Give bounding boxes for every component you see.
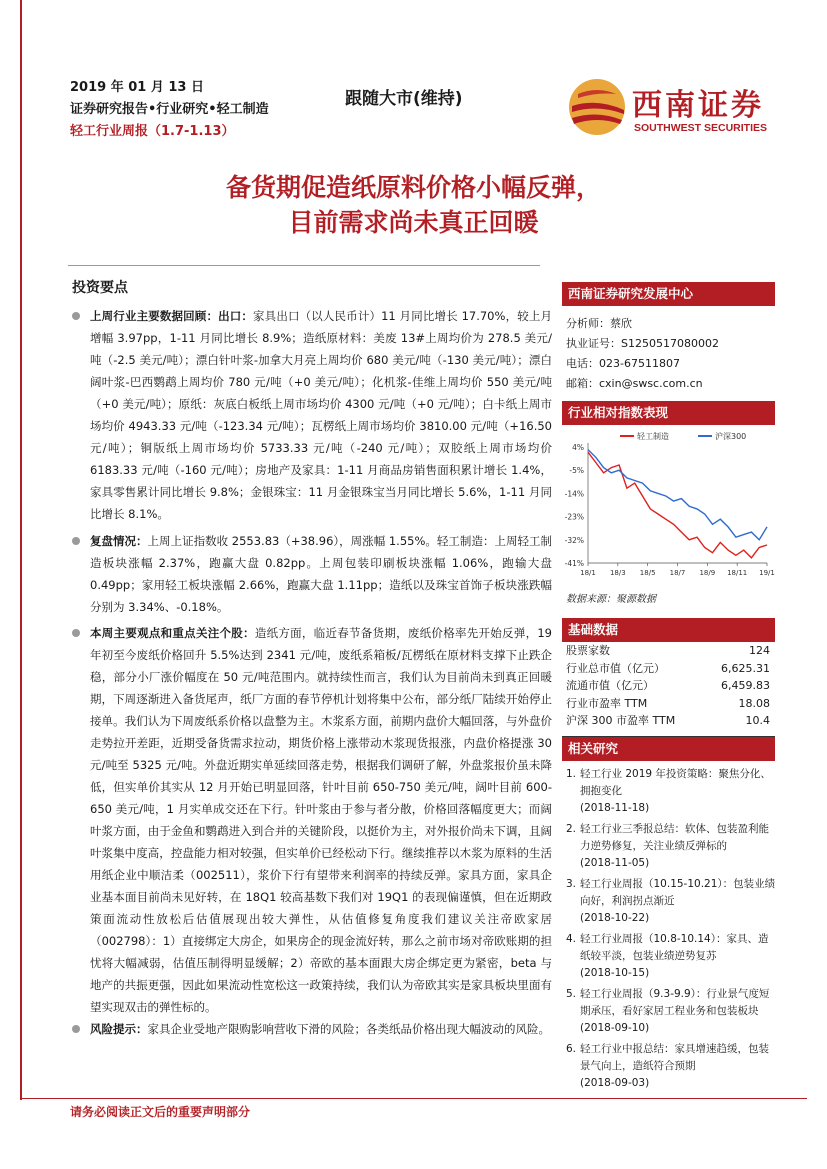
x-tick-label: 18/3: [609, 569, 626, 577]
basic-data-value: 6,459.83: [721, 679, 770, 692]
related-item-title: 轻工行业三季报总结：软体、包装盈利能力逆势修复，关注业绩反弹标的: [580, 823, 769, 852]
title-line-1: 备货期促造纸原料价格小幅反弹，: [225, 173, 601, 202]
related-research-item[interactable]: [566, 766, 776, 817]
related-research-item[interactable]: [566, 931, 776, 982]
related-item-title: 轻工行业周报（10.15-10.21）：包装业绩向好，利润拐点渐近: [580, 878, 776, 907]
related-research-item[interactable]: [566, 986, 776, 1037]
basic-data-value: 18.08: [738, 696, 770, 710]
para-lead: 风险提示：: [90, 1022, 148, 1036]
legend-label: 轻工制造: [637, 432, 669, 441]
paragraph-key-views: [72, 622, 552, 1018]
basic-data-row: [566, 695, 770, 713]
related-item-date: (2018-09-03): [580, 1077, 650, 1089]
rating: 跟随大市(维持): [345, 89, 463, 109]
related-item-date: (2018-10-22): [580, 912, 650, 924]
basic-data-row: [566, 712, 770, 730]
para-lead: 本周主要观点和重点关注个股：: [90, 626, 255, 640]
para-lead: 上周行业主要数据回顾：出口：: [90, 309, 254, 323]
chart-svg: [562, 425, 775, 585]
y-tick-label: 4%: [572, 443, 584, 452]
bullet-icon: [72, 629, 80, 637]
related-item-title: 轻工行业周报（9.3-9.9）：行业景气度短期承压，看好家居工程业务和包装板块: [580, 988, 770, 1017]
logo-emblem-icon: [566, 76, 628, 138]
paragraph-risk: [72, 1018, 552, 1040]
y-tick-label: -14%: [564, 489, 584, 499]
related-item-date: (2018-09-10): [580, 1022, 650, 1034]
related-research-item[interactable]: [566, 821, 776, 872]
y-tick-label: -41%: [564, 559, 584, 568]
data-source: 数据来源：聚源数据: [566, 594, 656, 605]
left-accent-line: [20, 0, 22, 1100]
series-line: [588, 452, 767, 558]
footer-divider: [20, 1098, 807, 1099]
related-item-date: (2018-11-05): [580, 857, 650, 869]
x-tick-label: 18/7: [669, 569, 686, 577]
x-tick-label: 18/1: [580, 569, 596, 577]
basic-data-label: 行业市盈率 TTM: [566, 696, 648, 710]
report-date: 2019 年 01 月 13 日: [70, 80, 204, 95]
basic-data-label: 流通市值（亿元）: [566, 679, 654, 692]
analyst-phone: 电话：023-67511807: [566, 357, 680, 370]
para-text: 上周上证指数收 2553.83（+38.96），周涨幅 1.55%。轻工制造：上周轻工制造板块涨幅 2.37%，跑赢大盘 0.82pp。上周包装印刷板块涨幅 1.06%，跑输大盘 0.49pp；家用轻工板块涨幅 2.66%，跑赢大盘 1.11pp；造纸以及珠宝首饰子板块涨跌幅分别为 3.34%、-0.18%。: [90, 534, 552, 614]
basic-data-row: [566, 660, 770, 678]
related-item-number: 4.: [566, 933, 577, 945]
logo-en-text: SOUTHWEST SECURITIES: [634, 122, 768, 134]
basic-data-value: 124: [749, 644, 770, 657]
analyst-name: 分析师：蔡欣: [566, 317, 632, 330]
basic-data-label: 股票家数: [566, 644, 610, 657]
related-item-number: 6.: [566, 1043, 577, 1055]
y-tick-label: -5%: [569, 466, 584, 476]
report-category: 证券研究报告•行业研究•轻工制造: [70, 102, 269, 117]
paragraph-data-review: [72, 305, 552, 525]
research-center-bar: 西南证券研究发展中心: [562, 282, 775, 306]
basic-data-label: 沪深 300 市盈率 TTM: [566, 714, 676, 727]
bullet-icon: [72, 537, 80, 545]
basic-data-label: 行业总市值（亿元）: [566, 661, 665, 675]
x-tick-label: 19/1: [759, 569, 775, 577]
bullet-icon: [72, 1025, 80, 1033]
related-item-date: (2018-11-18): [580, 802, 650, 814]
bullet-icon: [72, 312, 80, 320]
related-item-number: 1.: [566, 768, 577, 780]
relative-index-chart: [562, 425, 775, 585]
para-text: 家具出口（以人民币计）11 月同比增长 17.70%，较上月增幅 3.97pp，1-11 月同比增长 8.9%；造纸原材料：美废 13#上周均价为 278.5 美元/吨（-2.5 美元/吨）；漂白针叶浆-加拿大月亮上周均价 680 美元/吨（-130 美元/吨）；漂白阔叶浆-巴西鹦鹉上周均价 780 元/吨（+0 美元/吨）；化机浆-佳维上周均价 550 美元/吨（+0 美元/吨）；原纸：灰底白板纸上周市场均价 4300 元/吨（+0 元/吨）；白卡纸上周市场均价 4943.33 元/吨（-123.34 元/吨）；瓦楞纸上周市场均价 3810.00 元/吨（+16.50 元/吨）；铜版纸上周市场均价 5733.33 元/吨（-240 元/吨）；双胶纸上周市场均价 6183.33 元/吨（-160 元/吨）；房地产及家具：1-11 月商品房销售面积累计增长 1.4%，家具零售累计同比增长 9.8%；金银珠宝：11 月金银珠宝当月同比增长 5.6%，1-11 月同比增长 8.1%。: [90, 309, 553, 521]
para-text: 造纸方面，临近春节备货期，废纸价格率先开始反弹，19 年初至今废纸价格回升 5.5%达到 2341 元/吨，废纸系箱板/瓦楞纸在原材料支撑下止跌企稳，部分小厂涨价幅度在 50 元/吨范围内。就持续性而言，我们认为目前尚未到真正回暖期，下周逐渐进入备货尾声，纸厂方面的春节停机计划将集中公布，部分纸厂陆续开始停止接单。我们认为下周废纸系价格以盘整为主。木浆系方面，前期内盘价大幅回落，与外盘价走势拉开差距，近期受备货需求拉动，期货价格上涨带动木浆现货报涨，内盘价格提涨 30 元/吨至 5325 元/吨。外盘近期实单延续回落走势，根据我们调研了解，外盘浆报价虽未降低，但实单价其实从 12 月开始已明显回落，针叶目前 650-750 美元/吨，阔叶目前 600-650 美元/吨，1 月实单成交还在下行。针叶浆由于参与者分散，价格回落幅度更大；而阔叶浆方面，由于金鱼和鹦鹉进入到合并的关键阶段，以挺价为主，对外报价尚未下调，且阔叶浆集中度高，控盘能力相对较强，但实单价已经松动下行。继续推荐以木浆为原料的生活用纸企业中顺洁柔（002511），浆价下行有望带来利润率的持续反弹。家具方面，家具企业基本面目前尚未见好转，在 18Q1 较高基数下我们对 19Q1 的表现偏谨慎，但在近期政策面流动性放松后估值展现出较大弹性，从估值修复角度我们建议关注帝欧家居（002798）：1）直接绑定大房企，如果房企的现金流好转，那么之前市场对帝欧账期的担忧将大幅减弱，估值压制得明显缓解；2）帝欧的基本面跟大房企绑定更为紧密，beta 与地产的共振更强，因此如果流动性宽松这一政策持续，我们认为帝欧其实是家具板块里面有望实现双击的弹性标的。: [90, 626, 553, 1014]
related-item-title: 轻工行业周报（10.8-10.14）：家具、造纸较平淡，包装业绩逆势复苏: [580, 933, 769, 962]
y-tick-label: -32%: [564, 535, 584, 545]
related-item-title: 轻工行业中报总结：家具增速趋缓，包装景气向上，造纸符合预期: [580, 1043, 769, 1072]
x-tick-label: 18/9: [699, 569, 716, 577]
related-research-item[interactable]: [566, 1041, 776, 1092]
y-tick-label: -23%: [564, 512, 584, 522]
related-research-item[interactable]: [566, 876, 776, 927]
legend-label: 沪深300: [715, 432, 747, 441]
related-item-number: 5.: [566, 988, 577, 1000]
series-line: [588, 450, 767, 540]
section-title: 投资要点: [72, 280, 128, 296]
report-series: 轻工行业周报（1.7-1.13）: [70, 124, 235, 139]
related-item-date: (2018-10-15): [580, 967, 650, 979]
related-item-number: 3.: [566, 878, 577, 890]
related-research-bar: 相关研究: [562, 737, 775, 761]
para-lead: 复盘情况：: [90, 534, 148, 548]
basic-data-table: [566, 642, 770, 730]
section-divider: [68, 265, 540, 266]
footer-note: 请务必阅读正文后的重要声明部分: [70, 1105, 251, 1119]
report-title: [0, 170, 827, 240]
analyst-contact: [566, 314, 719, 394]
title-line-2: 目前需求尚未真正回暖: [288, 208, 539, 237]
x-tick-label: 18/11: [727, 569, 748, 577]
basic-data-row: [566, 677, 770, 695]
related-research-list: [566, 766, 776, 1096]
x-tick-label: 18/5: [639, 569, 656, 577]
paragraph-market-review: [72, 530, 552, 618]
company-logo: [566, 74, 786, 140]
chart-title-bar: 行业相对指数表现: [562, 401, 775, 425]
basic-data-row: [566, 642, 770, 660]
para-text: 家具企业受地产限购影响营收下滑的风险；各类纸品价格出现大幅波动的风险。: [147, 1022, 550, 1036]
related-item-title: 轻工行业 2019 年投资策略：聚焦分化、拥抱变化: [580, 768, 771, 797]
analyst-license: 执业证号：S1250517080002: [566, 337, 719, 350]
report-header: [70, 77, 269, 143]
analyst-email[interactable]: 邮箱：cxin@swsc.com.cn: [566, 377, 703, 390]
basic-data-bar: 基础数据: [562, 618, 775, 642]
related-item-number: 2.: [566, 823, 577, 835]
basic-data-value: 10.4: [745, 714, 770, 727]
logo-cn-text: 西南证券: [632, 88, 764, 123]
basic-data-value: 6,625.31: [721, 661, 770, 675]
